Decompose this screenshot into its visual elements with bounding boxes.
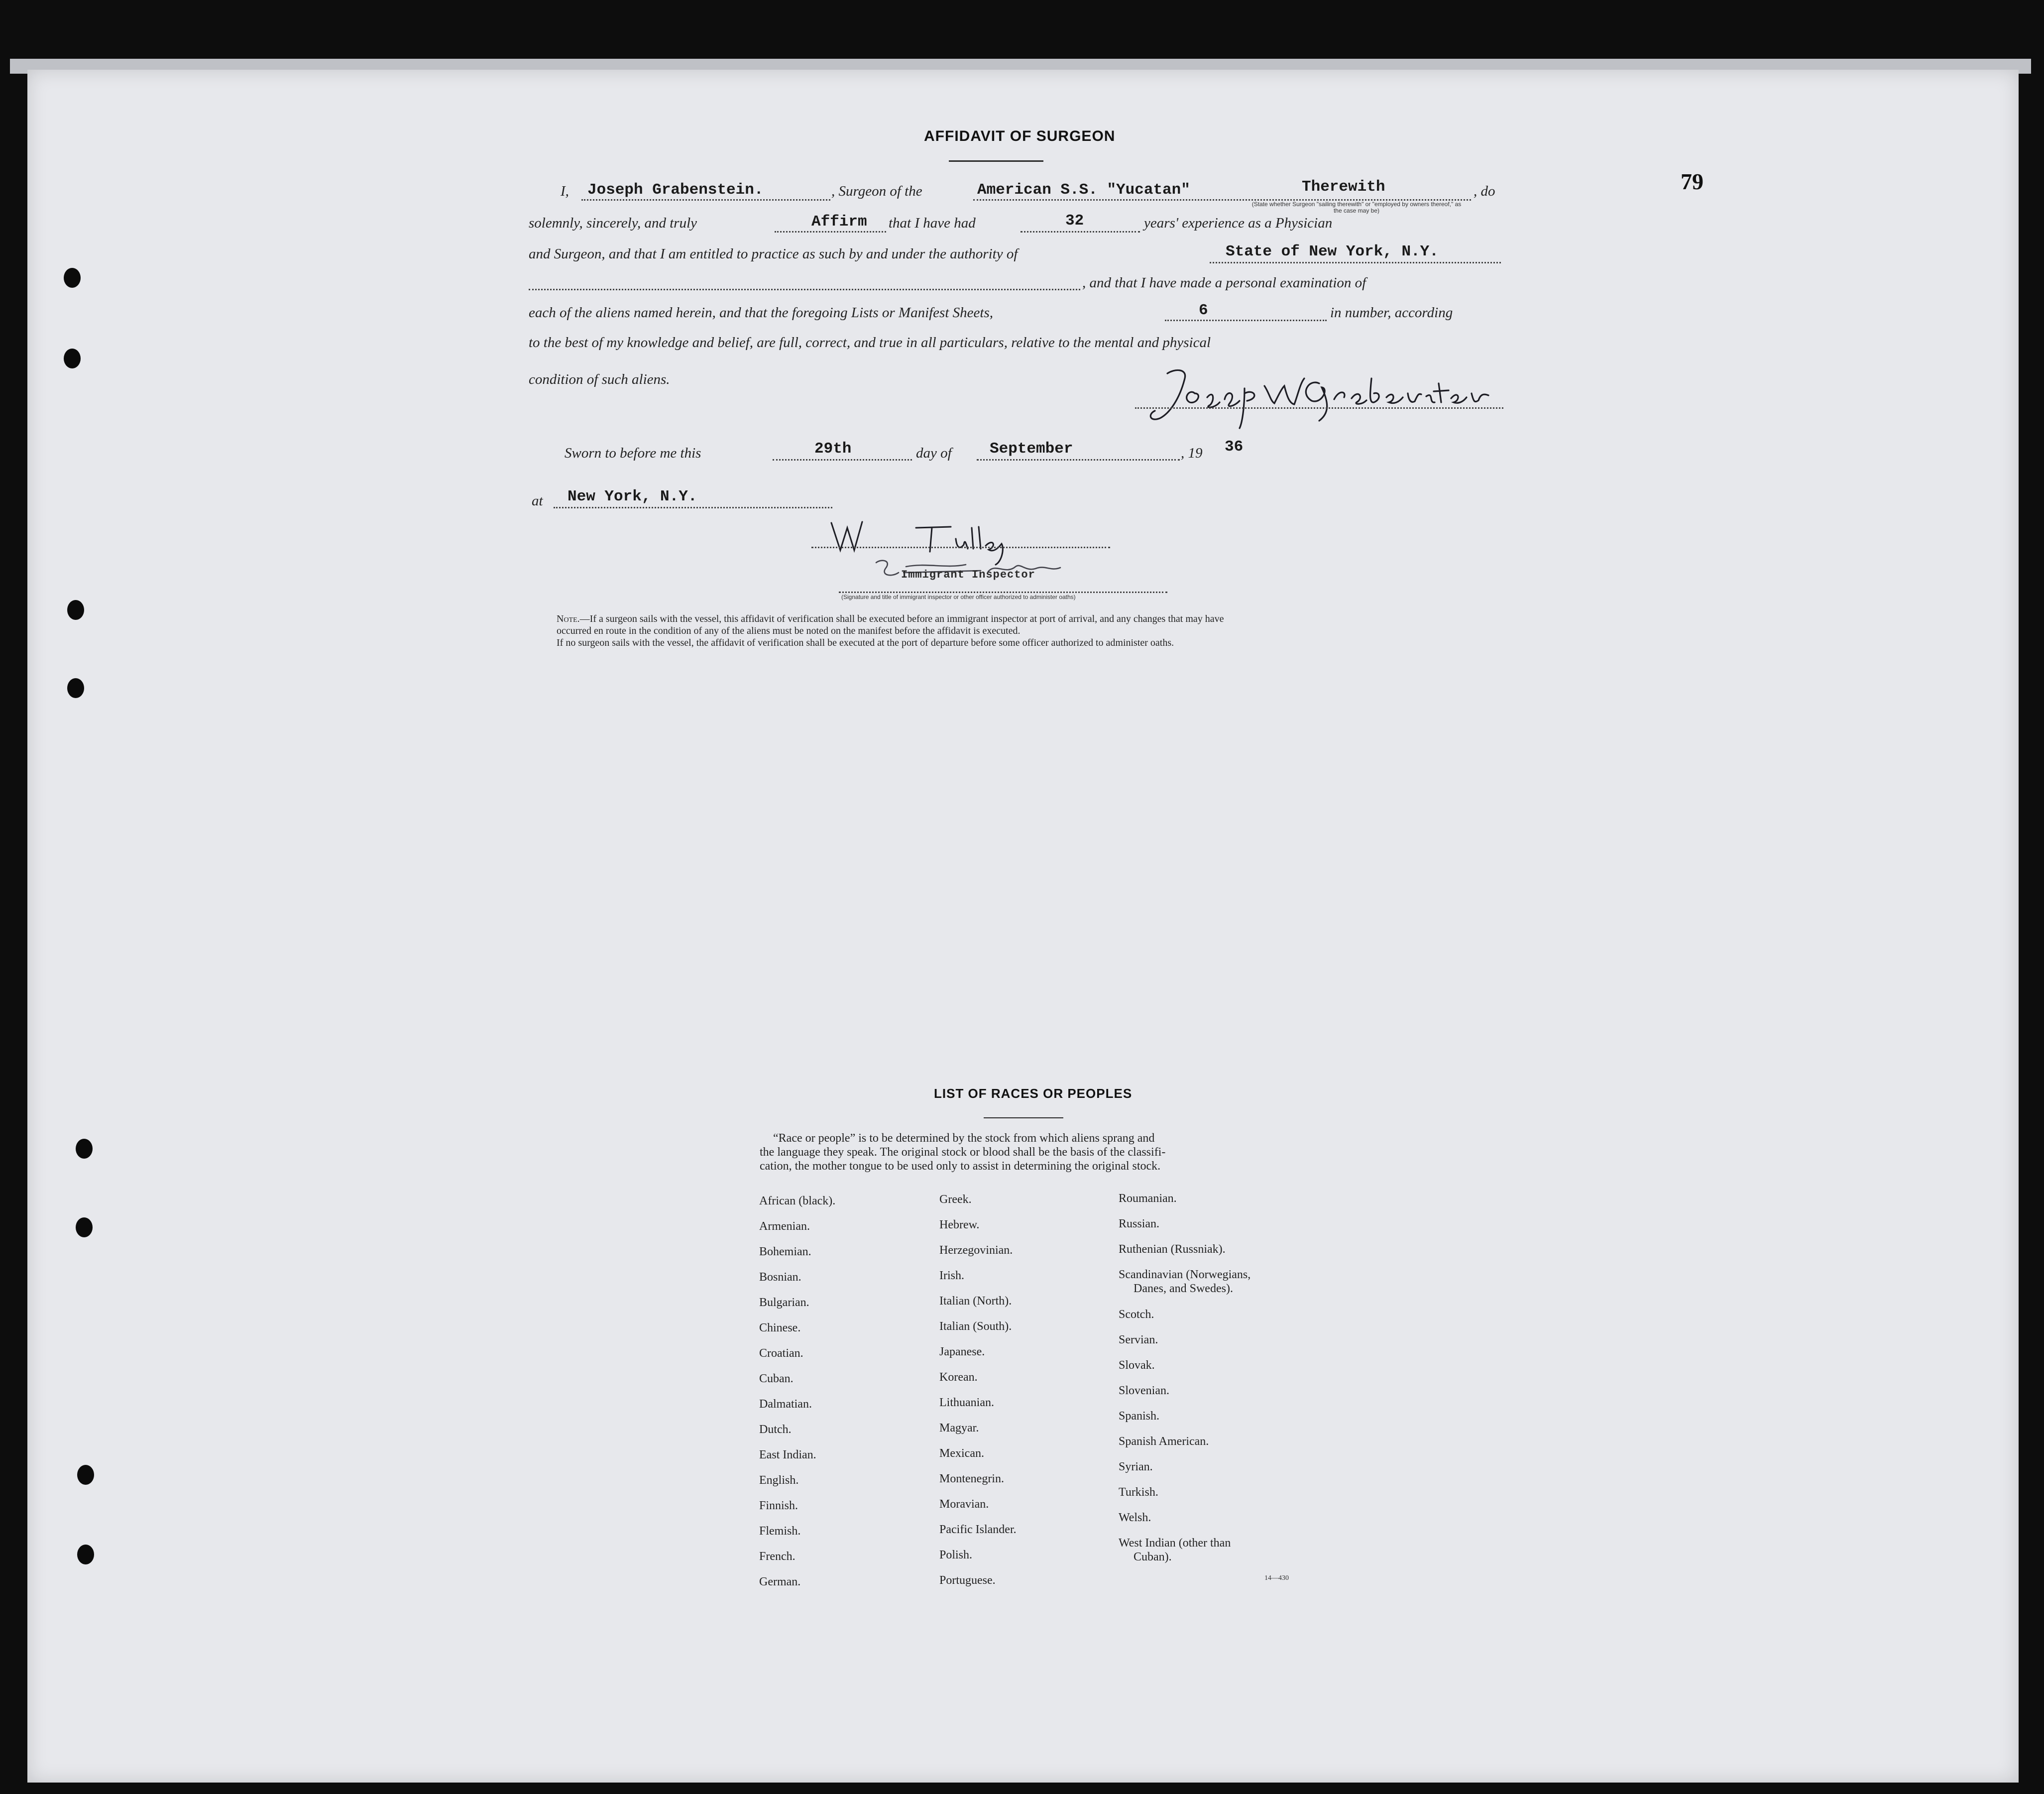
race-item: Welsh. — [1119, 1511, 1151, 1524]
years-experience-line — [1021, 231, 1140, 233]
manifest-sheets-line — [1165, 320, 1327, 321]
race-item: East Indian. — [759, 1448, 816, 1461]
race-item: Ruthenian (Russniak). — [1119, 1243, 1226, 1256]
race-item: Slovenian. — [1119, 1384, 1169, 1397]
affidavit-line3-prefix: and Surgeon, and that I am entitled to practice as such by and under the authority of — [529, 246, 1018, 262]
affidavit-line7: condition of such aliens. — [529, 371, 670, 387]
affidavit-line6: to the best of my knowledge and belief, are full, correct, and true in all particulars, relative to the mental and physical — [529, 335, 1211, 351]
race-item: Bohemian. — [759, 1245, 811, 1258]
surgeon-name-line — [581, 199, 830, 201]
races-column-3 — [1119, 1192, 1250, 1566]
race-item: Polish. — [939, 1549, 973, 1561]
race-item: Bosnian. — [759, 1271, 801, 1284]
race-item: Magyar. — [939, 1422, 979, 1435]
punch-hole — [77, 1545, 94, 1564]
affidavit-line1-prefix: I, — [561, 183, 569, 199]
bleed-through-text — [376, 243, 384, 256]
note-line2: occurred en route in the condition of any of the aliens must be noted on the manifest before the affidavit is executed. — [557, 625, 1021, 636]
race-item: Chinese. — [759, 1321, 801, 1334]
sworn-month-value: September — [990, 440, 1073, 458]
races-title-underline — [984, 1117, 1063, 1118]
race-item: Roumanian. — [1119, 1192, 1177, 1205]
affidavit-line5-suffix: in number, according — [1330, 305, 1453, 321]
race-item: Syrian. — [1119, 1460, 1153, 1473]
race-item: Russian. — [1119, 1217, 1160, 1230]
race-item: Irish. — [939, 1269, 964, 1282]
race-item: Dutch. — [759, 1423, 792, 1436]
race-item — [1119, 1268, 1250, 1308]
affidavit-line2-suffix: years' experience as a Physician — [1144, 215, 1333, 231]
race-item: Spanish. — [1119, 1410, 1160, 1423]
race-item: Portuguese. — [939, 1574, 996, 1587]
races-column-1 — [759, 1194, 835, 1600]
title-underline — [949, 160, 1043, 162]
race-item: Flemish. — [759, 1525, 801, 1538]
race-item: Scotch. — [1119, 1308, 1154, 1321]
race-item: Pacific Islander. — [939, 1523, 1017, 1536]
race-item-text: West Indian (other than — [1119, 1537, 1231, 1550]
officer-signature-line — [811, 547, 1110, 548]
surgeon-signature-line — [1135, 407, 1503, 409]
race-item: Japanese. — [939, 1345, 985, 1358]
race-item: Finnish. — [759, 1499, 798, 1512]
sworn-month-line — [977, 459, 1180, 461]
note-line3: If no surgeon sails with the vessel, the affidavit of verification shall be executed at the port of departure before some officer authorized to administer oaths. — [557, 637, 1174, 648]
officer-title-stamp: Immigrant Inspector — [901, 569, 1035, 581]
sworn-day-value: 29th — [814, 440, 852, 458]
form-number: 14—430 — [1264, 1574, 1289, 1582]
page-number: 79 — [1681, 169, 1703, 194]
sworn-place-line — [554, 507, 832, 508]
race-item: Cuban. — [759, 1372, 794, 1385]
punch-hole — [76, 1139, 93, 1159]
officer-caption: (Signature and title of immigrant inspector or other officer authorized to administer oaths) — [841, 594, 1076, 600]
race-item: Armenian. — [759, 1220, 810, 1233]
punch-hole — [67, 600, 84, 620]
surgeon-name-value: Joseph Grabenstein. — [587, 181, 764, 199]
oath-type-line — [775, 231, 886, 233]
race-item: Herzegovinian. — [939, 1244, 1013, 1257]
affidavit-title: AFFIDAVIT OF SURGEON — [924, 128, 1116, 144]
race-item: Slovak. — [1119, 1359, 1155, 1372]
authority-line — [1210, 262, 1501, 263]
races-intro-line2: the language they speak. The original stock or blood shall be the basis of the classifi- — [760, 1146, 1166, 1159]
punch-hole — [64, 268, 81, 288]
race-item: Mexican. — [939, 1447, 984, 1460]
race-item: Servian. — [1119, 1333, 1158, 1346]
race-item: Spanish American. — [1119, 1435, 1209, 1448]
sworn-day-of-label: day of — [916, 445, 952, 461]
race-item: English. — [759, 1474, 799, 1487]
surgeon-capacity-value: Therewith — [1302, 178, 1385, 196]
oath-type-value: Affirm — [811, 213, 867, 231]
surgeon-of-label: , Surgeon of the — [831, 183, 922, 199]
race-item: Bulgarian. — [759, 1296, 809, 1309]
race-item: Italian (South). — [939, 1320, 1012, 1333]
race-item: Montenegrin. — [939, 1472, 1004, 1485]
vessel-value: American S.S. "Yucatan" — [977, 181, 1190, 199]
note-line1 — [557, 613, 1224, 624]
races-intro-line1: “Race or people” is to be determined by the stock from which aliens sprang and — [773, 1132, 1155, 1145]
at-label: at — [532, 493, 543, 509]
race-item: Turkish. — [1119, 1486, 1158, 1499]
race-item: Lithuanian. — [939, 1396, 994, 1409]
race-item: Greek. — [939, 1193, 972, 1206]
race-item — [1119, 1536, 1250, 1566]
authority-continuation-line — [529, 289, 1080, 290]
officer-signature — [816, 513, 1115, 598]
race-item: Korean. — [939, 1371, 978, 1384]
manifest-sheets-value: 6 — [1199, 302, 1208, 319]
races-intro-line3: cation, the mother tongue to be used only to assist in determining the original stock. — [760, 1160, 1161, 1173]
race-item: Dalmatian. — [759, 1398, 812, 1411]
race-item: French. — [759, 1550, 795, 1563]
affidavit-line2-prefix: solemnly, sincerely, and truly — [529, 215, 697, 231]
affidavit-line5-prefix: each of the aliens named herein, and that the foregoing Lists or Manifest Sheets, — [529, 305, 993, 321]
document-page — [27, 70, 2019, 1783]
affidavit-line1-suffix: , do — [1474, 183, 1495, 199]
sworn-prefix: Sworn to before me this — [565, 445, 701, 461]
race-item: Hebrew. — [939, 1218, 980, 1231]
sworn-day-line — [773, 459, 912, 461]
punch-hole — [64, 349, 81, 368]
authority-value: State of New York, N.Y. — [1226, 243, 1439, 260]
sworn-place-value: New York, N.Y. — [568, 488, 697, 505]
surgeon-signature — [1140, 359, 1498, 433]
race-item: Moravian. — [939, 1498, 989, 1511]
punch-hole — [67, 678, 84, 698]
races-title: LIST OF RACES OR PEOPLES — [934, 1086, 1133, 1101]
punch-hole — [76, 1217, 93, 1237]
race-item-text: Scandinavian (Norwegians, — [1119, 1268, 1251, 1281]
race-item-continuation: Danes, and Swedes). — [1134, 1282, 1233, 1295]
races-column-2 — [939, 1193, 1017, 1599]
race-item-continuation: Cuban). — [1134, 1551, 1172, 1563]
capacity-note: (State whether Surgeon "sailing therewith" or "employed by owners thereof," as the case may be) — [1251, 201, 1462, 214]
sworn-year-prefix: , 19 — [1181, 445, 1203, 461]
years-experience-value: 32 — [1065, 212, 1084, 230]
race-item: Italian (North). — [939, 1295, 1012, 1308]
sworn-year-value: 36 — [1225, 438, 1244, 456]
race-item: African (black). — [759, 1195, 836, 1207]
note-line1-text: —If a surgeon sails with the vessel, this affidavit of verification shall be executed before an immigrant inspector at port of arrival, and any changes that may have — [579, 613, 1224, 624]
affidavit-line4-suffix: , and that I have made a personal examination of — [1082, 275, 1366, 291]
race-item: German. — [759, 1575, 801, 1588]
note-label: Note. — [557, 613, 580, 624]
race-item: Croatian. — [759, 1347, 803, 1360]
officer-title-line — [839, 592, 1167, 593]
affidavit-line2-middle: that I have had — [889, 215, 976, 231]
punch-hole — [77, 1465, 94, 1485]
